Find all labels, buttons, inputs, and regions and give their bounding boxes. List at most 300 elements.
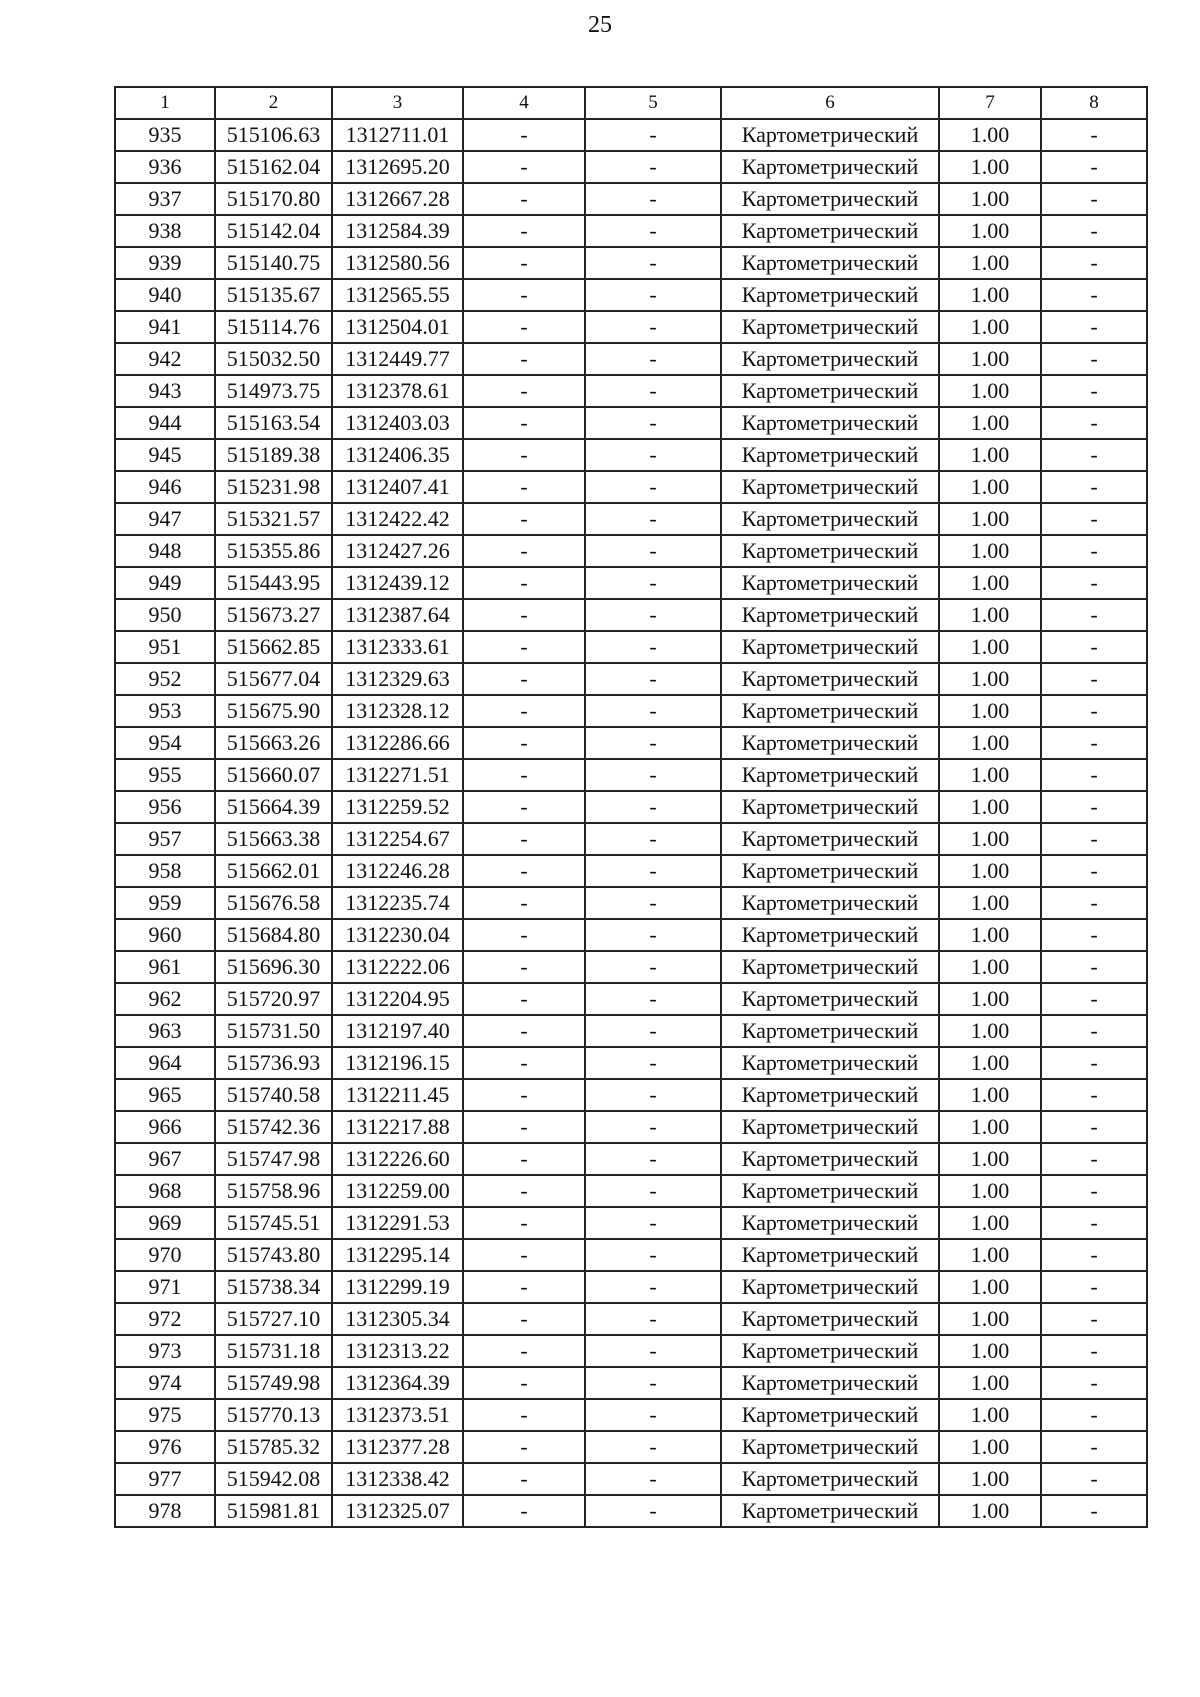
x-coordinate-cell: 515731.18 [215, 1335, 332, 1367]
y-coordinate-cell: 1312580.56 [332, 247, 463, 279]
method-cell: Картометрический [721, 1335, 939, 1367]
x-coordinate-cell: 515675.90 [215, 695, 332, 727]
accuracy-cell: 1.00 [939, 1495, 1041, 1527]
accuracy-cell: 1.00 [939, 535, 1041, 567]
column-5-cell: - [585, 247, 721, 279]
method-cell: Картометрический [721, 1367, 939, 1399]
column-4-cell: - [463, 951, 585, 983]
method-cell: Картометрический [721, 1015, 939, 1047]
column-4-cell: - [463, 1399, 585, 1431]
accuracy-cell: 1.00 [939, 1111, 1041, 1143]
table-header-row [115, 87, 1147, 119]
column-8-cell: - [1041, 631, 1147, 663]
method-cell: Картометрический [721, 727, 939, 759]
point-number-cell: 970 [115, 1239, 215, 1271]
column-5-cell: - [585, 727, 721, 759]
table-row [115, 567, 1147, 599]
method-cell: Картометрический [721, 151, 939, 183]
column-8-cell: - [1041, 215, 1147, 247]
x-coordinate-cell: 515727.10 [215, 1303, 332, 1335]
table-row [115, 791, 1147, 823]
accuracy-cell: 1.00 [939, 663, 1041, 695]
column-4-cell: - [463, 727, 585, 759]
table-row [115, 1047, 1147, 1079]
accuracy-cell: 1.00 [939, 343, 1041, 375]
column-4-cell: - [463, 1047, 585, 1079]
column-4-cell: - [463, 1335, 585, 1367]
column-8-cell: - [1041, 1367, 1147, 1399]
column-8-cell: - [1041, 1047, 1147, 1079]
table-row [115, 727, 1147, 759]
table-row [115, 503, 1147, 535]
column-4-cell: - [463, 599, 585, 631]
y-coordinate-cell: 1312338.42 [332, 1463, 463, 1495]
accuracy-cell: 1.00 [939, 1239, 1041, 1271]
column-5-cell: - [585, 1143, 721, 1175]
table-row [115, 1207, 1147, 1239]
column-8-cell: - [1041, 503, 1147, 535]
column-8-cell: - [1041, 759, 1147, 791]
method-cell: Картометрический [721, 279, 939, 311]
column-8-cell: - [1041, 791, 1147, 823]
table-row [115, 887, 1147, 919]
column-4-cell: - [463, 119, 585, 151]
method-cell: Картометрический [721, 375, 939, 407]
x-coordinate-cell: 515740.58 [215, 1079, 332, 1111]
method-cell: Картометрический [721, 1495, 939, 1527]
method-cell: Картометрический [721, 471, 939, 503]
table-row [115, 1175, 1147, 1207]
column-5-cell: - [585, 1303, 721, 1335]
method-cell: Картометрический [721, 1079, 939, 1111]
point-number-cell: 961 [115, 951, 215, 983]
x-coordinate-cell: 514973.75 [215, 375, 332, 407]
method-cell: Картометрический [721, 535, 939, 567]
x-coordinate-cell: 515736.93 [215, 1047, 332, 1079]
y-coordinate-cell: 1312271.51 [332, 759, 463, 791]
accuracy-cell: 1.00 [939, 791, 1041, 823]
x-coordinate-cell: 515660.07 [215, 759, 332, 791]
accuracy-cell: 1.00 [939, 631, 1041, 663]
point-number-cell: 944 [115, 407, 215, 439]
y-coordinate-cell: 1312217.88 [332, 1111, 463, 1143]
column-header: 8 [1041, 87, 1147, 119]
coordinates-table [114, 86, 1148, 1528]
column-4-cell: - [463, 1175, 585, 1207]
y-coordinate-cell: 1312333.61 [332, 631, 463, 663]
point-number-cell: 956 [115, 791, 215, 823]
table-row [115, 151, 1147, 183]
point-number-cell: 952 [115, 663, 215, 695]
column-4-cell: - [463, 1079, 585, 1111]
column-4-cell: - [463, 1111, 585, 1143]
column-4-cell: - [463, 663, 585, 695]
method-cell: Картометрический [721, 439, 939, 471]
accuracy-cell: 1.00 [939, 759, 1041, 791]
column-8-cell: - [1041, 1335, 1147, 1367]
column-5-cell: - [585, 471, 721, 503]
column-8-cell: - [1041, 119, 1147, 151]
column-8-cell: - [1041, 951, 1147, 983]
column-8-cell: - [1041, 823, 1147, 855]
y-coordinate-cell: 1312295.14 [332, 1239, 463, 1271]
column-5-cell: - [585, 919, 721, 951]
table-row [115, 279, 1147, 311]
column-8-cell: - [1041, 1143, 1147, 1175]
method-cell: Картометрический [721, 311, 939, 343]
point-number-cell: 974 [115, 1367, 215, 1399]
table-row [115, 1463, 1147, 1495]
accuracy-cell: 1.00 [939, 983, 1041, 1015]
method-cell: Картометрический [721, 1399, 939, 1431]
table-row [115, 1271, 1147, 1303]
x-coordinate-cell: 515162.04 [215, 151, 332, 183]
table-body [115, 119, 1147, 1527]
y-coordinate-cell: 1312230.04 [332, 919, 463, 951]
column-5-cell: - [585, 375, 721, 407]
column-8-cell: - [1041, 663, 1147, 695]
point-number-cell: 957 [115, 823, 215, 855]
method-cell: Картометрический [721, 599, 939, 631]
point-number-cell: 935 [115, 119, 215, 151]
table-row [115, 311, 1147, 343]
table-row [115, 439, 1147, 471]
accuracy-cell: 1.00 [939, 279, 1041, 311]
y-coordinate-cell: 1312305.34 [332, 1303, 463, 1335]
table-row [115, 1015, 1147, 1047]
accuracy-cell: 1.00 [939, 1047, 1041, 1079]
point-number-cell: 954 [115, 727, 215, 759]
column-4-cell: - [463, 567, 585, 599]
accuracy-cell: 1.00 [939, 695, 1041, 727]
method-cell: Картометрический [721, 1431, 939, 1463]
accuracy-cell: 1.00 [939, 183, 1041, 215]
point-number-cell: 965 [115, 1079, 215, 1111]
column-5-cell: - [585, 151, 721, 183]
method-cell: Картометрический [721, 983, 939, 1015]
accuracy-cell: 1.00 [939, 119, 1041, 151]
method-cell: Картометрический [721, 823, 939, 855]
table-row [115, 823, 1147, 855]
column-5-cell: - [585, 1495, 721, 1527]
x-coordinate-cell: 515163.54 [215, 407, 332, 439]
column-8-cell: - [1041, 183, 1147, 215]
column-8-cell: - [1041, 151, 1147, 183]
y-coordinate-cell: 1312439.12 [332, 567, 463, 599]
column-8-cell: - [1041, 1015, 1147, 1047]
point-number-cell: 951 [115, 631, 215, 663]
method-cell: Картометрический [721, 119, 939, 151]
column-5-cell: - [585, 567, 721, 599]
column-8-cell: - [1041, 1111, 1147, 1143]
x-coordinate-cell: 515743.80 [215, 1239, 332, 1271]
y-coordinate-cell: 1312449.77 [332, 343, 463, 375]
column-5-cell: - [585, 695, 721, 727]
column-8-cell: - [1041, 471, 1147, 503]
x-coordinate-cell: 515032.50 [215, 343, 332, 375]
column-5-cell: - [585, 407, 721, 439]
table-row [115, 343, 1147, 375]
column-8-cell: - [1041, 1239, 1147, 1271]
y-coordinate-cell: 1312204.95 [332, 983, 463, 1015]
y-coordinate-cell: 1312695.20 [332, 151, 463, 183]
y-coordinate-cell: 1312378.61 [332, 375, 463, 407]
accuracy-cell: 1.00 [939, 1335, 1041, 1367]
accuracy-cell: 1.00 [939, 855, 1041, 887]
column-5-cell: - [585, 343, 721, 375]
point-number-cell: 942 [115, 343, 215, 375]
table-row [115, 631, 1147, 663]
point-number-cell: 973 [115, 1335, 215, 1367]
column-4-cell: - [463, 215, 585, 247]
point-number-cell: 948 [115, 535, 215, 567]
point-number-cell: 972 [115, 1303, 215, 1335]
method-cell: Картометрический [721, 183, 939, 215]
y-coordinate-cell: 1312299.19 [332, 1271, 463, 1303]
method-cell: Картометрический [721, 567, 939, 599]
column-8-cell: - [1041, 919, 1147, 951]
column-8-cell: - [1041, 439, 1147, 471]
point-number-cell: 960 [115, 919, 215, 951]
column-5-cell: - [585, 983, 721, 1015]
x-coordinate-cell: 515114.76 [215, 311, 332, 343]
table-row [115, 1431, 1147, 1463]
y-coordinate-cell: 1312313.22 [332, 1335, 463, 1367]
column-5-cell: - [585, 1015, 721, 1047]
column-4-cell: - [463, 183, 585, 215]
method-cell: Картометрический [721, 663, 939, 695]
point-number-cell: 968 [115, 1175, 215, 1207]
table-row [115, 1335, 1147, 1367]
table-row [115, 983, 1147, 1015]
method-cell: Картометрический [721, 503, 939, 535]
column-4-cell: - [463, 407, 585, 439]
table-row [115, 951, 1147, 983]
column-4-cell: - [463, 631, 585, 663]
table-row [115, 1303, 1147, 1335]
column-5-cell: - [585, 311, 721, 343]
method-cell: Картометрический [721, 919, 939, 951]
accuracy-cell: 1.00 [939, 375, 1041, 407]
column-header: 1 [115, 87, 215, 119]
column-4-cell: - [463, 695, 585, 727]
y-coordinate-cell: 1312373.51 [332, 1399, 463, 1431]
accuracy-cell: 1.00 [939, 247, 1041, 279]
y-coordinate-cell: 1312325.07 [332, 1495, 463, 1527]
column-8-cell: - [1041, 599, 1147, 631]
point-number-cell: 969 [115, 1207, 215, 1239]
x-coordinate-cell: 515981.81 [215, 1495, 332, 1527]
method-cell: Картометрический [721, 247, 939, 279]
point-number-cell: 943 [115, 375, 215, 407]
point-number-cell: 945 [115, 439, 215, 471]
table-row [115, 759, 1147, 791]
table-row [115, 1495, 1147, 1527]
table-row [115, 375, 1147, 407]
point-number-cell: 977 [115, 1463, 215, 1495]
column-5-cell: - [585, 1079, 721, 1111]
x-coordinate-cell: 515758.96 [215, 1175, 332, 1207]
accuracy-cell: 1.00 [939, 1399, 1041, 1431]
column-8-cell: - [1041, 983, 1147, 1015]
accuracy-cell: 1.00 [939, 1463, 1041, 1495]
column-5-cell: - [585, 887, 721, 919]
column-4-cell: - [463, 311, 585, 343]
x-coordinate-cell: 515106.63 [215, 119, 332, 151]
y-coordinate-cell: 1312377.28 [332, 1431, 463, 1463]
y-coordinate-cell: 1312259.52 [332, 791, 463, 823]
x-coordinate-cell: 515662.85 [215, 631, 332, 663]
column-5-cell: - [585, 791, 721, 823]
column-4-cell: - [463, 1271, 585, 1303]
y-coordinate-cell: 1312364.39 [332, 1367, 463, 1399]
column-8-cell: - [1041, 1303, 1147, 1335]
column-8-cell: - [1041, 1463, 1147, 1495]
accuracy-cell: 1.00 [939, 567, 1041, 599]
table-row [115, 1239, 1147, 1271]
method-cell: Картометрический [721, 1111, 939, 1143]
x-coordinate-cell: 515696.30 [215, 951, 332, 983]
column-4-cell: - [463, 503, 585, 535]
x-coordinate-cell: 515731.50 [215, 1015, 332, 1047]
x-coordinate-cell: 515140.75 [215, 247, 332, 279]
accuracy-cell: 1.00 [939, 1303, 1041, 1335]
point-number-cell: 953 [115, 695, 215, 727]
column-5-cell: - [585, 119, 721, 151]
column-4-cell: - [463, 471, 585, 503]
column-8-cell: - [1041, 1495, 1147, 1527]
y-coordinate-cell: 1312329.63 [332, 663, 463, 695]
table-row [115, 215, 1147, 247]
column-4-cell: - [463, 1431, 585, 1463]
x-coordinate-cell: 515745.51 [215, 1207, 332, 1239]
method-cell: Картометрический [721, 695, 939, 727]
column-8-cell: - [1041, 1271, 1147, 1303]
point-number-cell: 959 [115, 887, 215, 919]
y-coordinate-cell: 1312667.28 [332, 183, 463, 215]
x-coordinate-cell: 515135.67 [215, 279, 332, 311]
y-coordinate-cell: 1312403.03 [332, 407, 463, 439]
column-8-cell: - [1041, 887, 1147, 919]
table-row [115, 1111, 1147, 1143]
column-5-cell: - [585, 599, 721, 631]
accuracy-cell: 1.00 [939, 1431, 1041, 1463]
accuracy-cell: 1.00 [939, 1015, 1041, 1047]
column-4-cell: - [463, 919, 585, 951]
column-5-cell: - [585, 1367, 721, 1399]
column-5-cell: - [585, 951, 721, 983]
column-5-cell: - [585, 183, 721, 215]
table-row [115, 695, 1147, 727]
y-coordinate-cell: 1312584.39 [332, 215, 463, 247]
column-header: 3 [332, 87, 463, 119]
point-number-cell: 958 [115, 855, 215, 887]
x-coordinate-cell: 515742.36 [215, 1111, 332, 1143]
x-coordinate-cell: 515676.58 [215, 887, 332, 919]
column-5-cell: - [585, 1431, 721, 1463]
method-cell: Картометрический [721, 1175, 939, 1207]
method-cell: Картометрический [721, 791, 939, 823]
y-coordinate-cell: 1312387.64 [332, 599, 463, 631]
column-4-cell: - [463, 247, 585, 279]
column-8-cell: - [1041, 1399, 1147, 1431]
method-cell: Картометрический [721, 1303, 939, 1335]
column-4-cell: - [463, 855, 585, 887]
column-4-cell: - [463, 1239, 585, 1271]
column-5-cell: - [585, 1271, 721, 1303]
column-4-cell: - [463, 1495, 585, 1527]
x-coordinate-cell: 515942.08 [215, 1463, 332, 1495]
column-5-cell: - [585, 631, 721, 663]
column-5-cell: - [585, 1399, 721, 1431]
column-5-cell: - [585, 1047, 721, 1079]
column-8-cell: - [1041, 1079, 1147, 1111]
method-cell: Картометрический [721, 1239, 939, 1271]
accuracy-cell: 1.00 [939, 311, 1041, 343]
x-coordinate-cell: 515673.27 [215, 599, 332, 631]
column-header: 5 [585, 87, 721, 119]
method-cell: Картометрический [721, 1047, 939, 1079]
column-5-cell: - [585, 855, 721, 887]
accuracy-cell: 1.00 [939, 151, 1041, 183]
column-5-cell: - [585, 279, 721, 311]
column-8-cell: - [1041, 1431, 1147, 1463]
column-8-cell: - [1041, 727, 1147, 759]
table-row [115, 599, 1147, 631]
table-row [115, 919, 1147, 951]
x-coordinate-cell: 515355.86 [215, 535, 332, 567]
table-row [115, 1367, 1147, 1399]
column-header: 7 [939, 87, 1041, 119]
column-4-cell: - [463, 1367, 585, 1399]
y-coordinate-cell: 1312211.45 [332, 1079, 463, 1111]
point-number-cell: 966 [115, 1111, 215, 1143]
accuracy-cell: 1.00 [939, 823, 1041, 855]
point-number-cell: 971 [115, 1271, 215, 1303]
column-4-cell: - [463, 791, 585, 823]
column-4-cell: - [463, 1463, 585, 1495]
accuracy-cell: 1.00 [939, 919, 1041, 951]
y-coordinate-cell: 1312565.55 [332, 279, 463, 311]
column-header: 4 [463, 87, 585, 119]
column-4-cell: - [463, 1015, 585, 1047]
point-number-cell: 939 [115, 247, 215, 279]
point-number-cell: 940 [115, 279, 215, 311]
column-5-cell: - [585, 759, 721, 791]
accuracy-cell: 1.00 [939, 1271, 1041, 1303]
y-coordinate-cell: 1312254.67 [332, 823, 463, 855]
column-5-cell: - [585, 663, 721, 695]
x-coordinate-cell: 515770.13 [215, 1399, 332, 1431]
x-coordinate-cell: 515663.38 [215, 823, 332, 855]
column-5-cell: - [585, 439, 721, 471]
table-row [115, 119, 1147, 151]
point-number-cell: 962 [115, 983, 215, 1015]
y-coordinate-cell: 1312196.15 [332, 1047, 463, 1079]
method-cell: Картометрический [721, 343, 939, 375]
method-cell: Картометрический [721, 1463, 939, 1495]
accuracy-cell: 1.00 [939, 471, 1041, 503]
y-coordinate-cell: 1312504.01 [332, 311, 463, 343]
x-coordinate-cell: 515785.32 [215, 1431, 332, 1463]
method-cell: Картометрический [721, 215, 939, 247]
point-number-cell: 978 [115, 1495, 215, 1527]
x-coordinate-cell: 515738.34 [215, 1271, 332, 1303]
column-5-cell: - [585, 1207, 721, 1239]
x-coordinate-cell: 515662.01 [215, 855, 332, 887]
method-cell: Картометрический [721, 1271, 939, 1303]
accuracy-cell: 1.00 [939, 407, 1041, 439]
